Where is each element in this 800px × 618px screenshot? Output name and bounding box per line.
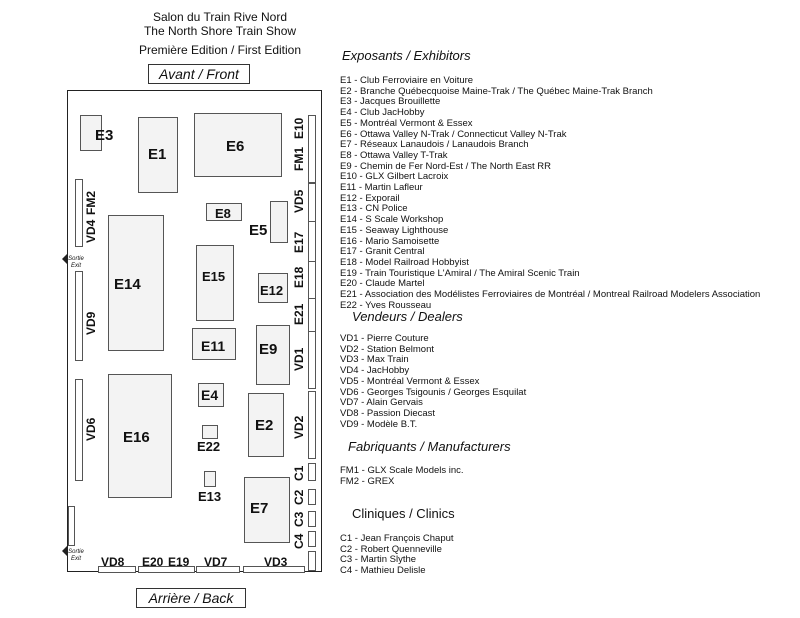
back-label: Arrière / Back [136,588,246,608]
dealer-entry: VD9 - Modèle B.T. [340,418,418,430]
booth-label-e15: E15 [202,269,226,284]
booth-label-vd2: VD2 [292,415,306,439]
booth-label-vd1: VD1 [292,347,306,371]
booth-label-c4: C4 [292,533,306,549]
booth-label-e14: E14 [114,276,141,293]
booth-vd2-area [308,391,316,459]
booth-label-e19: E19 [168,555,190,569]
exhibitor-entry: E15 - Seaway Lighthouse [340,224,449,236]
clinic-entry: C4 - Mathieu Delisle [340,565,426,577]
exhibitor-entry: E1 - Club Ferroviaire en Voiture [340,75,474,86]
exit-text-fr: Sortie [68,549,84,555]
booth-c4-area [308,531,316,547]
show-edition: Première Edition / First Edition [138,43,302,57]
dealer-entry: VD2 - Station Belmont [340,343,434,355]
dealer-entry: VD8 - Passion Diecast [340,407,436,419]
exhibitors-list [340,76,760,311]
exit-text-en: Exit [70,263,81,269]
booth-label-e10: E10 [292,117,306,139]
booth-label-vd3: VD3 [264,555,288,569]
booth-label-vd6: VD6 [84,417,98,441]
dealer-entry: VD1 - Pierre Couture [340,333,429,344]
exhibitor-entry: E10 - GLX Gilbert Lacroix [340,171,449,183]
booth-e5[interactable] [270,201,288,243]
dealer-entry: VD6 - Georges Tsigounis / Georges Esquilat [340,386,527,398]
manufacturer-entry: FM2 - GREX [340,475,395,487]
exit-sign-top [63,256,89,270]
exhibitor-entry: E4 - Club JacHobby [340,107,425,119]
manufacturer-entry: FM1 - GLX Scale Models inc. [340,465,464,476]
booth-e13[interactable] [204,471,216,487]
exit-sign-bottom [63,549,89,563]
dealer-entry: VD7 - Alain Gervais [340,397,423,409]
dealers-list [340,334,526,430]
booth-label-vd9: VD9 [84,311,98,335]
booth-label-e13: E13 [198,489,222,504]
booth-label-e22: E22 [197,439,221,454]
manufacturers-title: Fabriquants / Manufacturers [348,439,511,454]
exhibitor-entry: E14 - S Scale Workshop [340,214,444,226]
exit-text-en: Exit [70,556,81,562]
booth-label-e11: E11 [201,338,226,354]
exhibitor-entry: E8 - Ottawa Valley T-Trak [340,149,448,161]
exhibitor-entry: E18 - Model Railroad Hobbyist [340,256,469,268]
exhibitor-entry: E16 - Mario Samoisette [340,235,440,247]
booth-label-e6: E6 [226,138,245,155]
clinic-entry: C3 - Martin Slythe [340,554,417,566]
booth-c3-area [308,511,316,527]
show-title-en: The North Shore Train Show [143,24,297,38]
booth-vd3-edge [308,551,316,571]
dealer-entry: VD4 - JacHobby [340,365,410,377]
manufacturers-list [340,466,464,487]
clinic-entry: C1 - Jean François Chaput [340,533,454,544]
exhibitor-entry: E22 - Yves Rousseau [340,299,432,311]
booth-label-fm1: FM1 [292,147,306,171]
exhibitor-entry: E9 - Chemin de Fer Nord-Est / The North East RR [340,160,552,172]
booth-c2-area [308,489,316,505]
exhibitor-entry: E20 - Claude Martel [340,278,425,290]
dealer-entry: VD5 - Montréal Vermont & Essex [340,375,480,387]
exhibitor-entry: E17 - Granit Central [340,246,425,258]
dealers-title: Vendeurs / Dealers [352,309,463,324]
booth-vd6-area [75,379,83,481]
booth-label-vd5: VD5 [292,189,306,213]
floor-plan [67,90,322,572]
exhibitor-entry: E2 - Branche Québecquoise Maine-Trak / The Québec Maine-Trak Branch [340,85,653,97]
booth-label-e2: E2 [255,417,274,434]
booth-label-e5: E5 [249,222,268,239]
clinics-list [340,534,454,577]
show-title-fr: Salon du Train Rive Nord [152,10,288,24]
exhibitor-entry: E21 - Association des Modélistes Ferroviaires de Montréal / Montreal Railroad Modelers Association [340,289,761,301]
booth-label-e12: E12 [260,283,284,298]
exhibitors-title: Exposants / Exhibitors [342,48,471,63]
booth-label-e21: E21 [292,303,306,325]
booth-label-vd8: VD8 [101,555,125,569]
exit-text-fr: Sortie [68,256,84,262]
booth-label-c3: C3 [292,511,306,527]
booth-label-e3: E3 [95,127,114,144]
booth-label-e17: E17 [292,231,306,253]
booth-vd1-area [308,331,316,389]
booth-label-e1: E1 [148,146,167,163]
booth-label-e9: E9 [259,341,278,358]
booth-label-e16: E16 [123,429,150,446]
exhibitor-entry: E5 - Montréal Vermont & Essex [340,117,473,129]
booth-label-e4: E4 [201,387,219,403]
booth-label-vd4: VD4 [84,219,98,243]
booth-label-vd7: VD7 [204,555,228,569]
front-label: Avant / Front [148,64,250,84]
booth-label-c1: C1 [292,465,306,481]
booth-fm2-area [75,179,83,247]
booth-label-e18: E18 [292,266,306,288]
exhibitor-entry: E19 - Train Touristique L'Amiral / The Amiral Scenic Train [340,267,580,279]
exhibitor-entry: E7 - Réseaux Lanaudois / Lanaudois Branch [340,139,529,151]
booth-c1-area [308,463,316,481]
booth-vd9-area [75,271,83,361]
booth-label-c2: C2 [292,489,306,505]
exhibitor-entry: E11 - Martin Lafleur [340,182,423,194]
booth-e18-area [308,261,316,299]
exhibitor-entry: E6 - Ottawa Valley N-Trak / Connecticut Valley N-Trak [340,128,567,140]
booth-e17-area [308,221,316,263]
booth-label-fm2: FM2 [84,191,98,215]
exhibitor-entry: E13 - CN Police [340,203,408,215]
dealer-entry: VD3 - Max Train [340,354,409,366]
booth-e10-fm1-area [308,115,316,183]
clinic-entry: C2 - Robert Quenneville [340,543,442,555]
booth-label-e20: E20 [142,555,164,569]
clinics-title: Cliniques / Clinics [352,506,455,521]
booth-e22[interactable] [202,425,218,439]
booth-label-e7: E7 [250,500,269,517]
exit-door-bottom [68,506,75,546]
booth-label-e8: E8 [215,206,231,221]
exhibitor-entry: E12 - Exporail [340,192,400,204]
exhibitor-entry: E3 - Jacques Brouillette [340,96,441,108]
